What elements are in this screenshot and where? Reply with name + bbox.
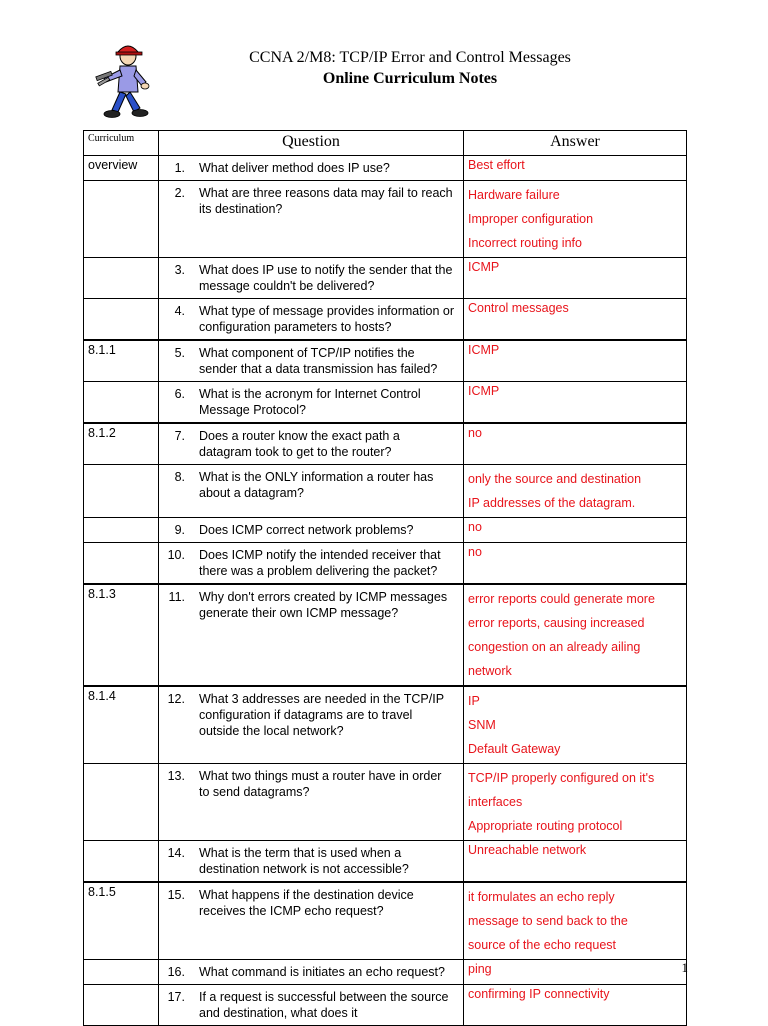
question-cell [159, 465, 464, 518]
answer-cell [464, 465, 687, 518]
table-row [84, 258, 687, 299]
answer-cell [464, 156, 687, 181]
header-question: Question [159, 131, 464, 156]
question-text: What is the term that is used when a destination network is not accessible? [199, 846, 409, 876]
answer-cell [464, 382, 687, 424]
question-text: What is the acronym for Internet Control Message Protocol? [199, 387, 421, 417]
answer-line: no [468, 545, 482, 559]
curriculum-cell [84, 518, 159, 543]
question-text: What deliver method does IP use? [199, 161, 390, 175]
table-row [84, 340, 687, 382]
table-body [84, 156, 687, 1026]
answer-line: ICMP [468, 384, 500, 398]
question-cell [159, 841, 464, 883]
question-text: If a request is successful between the source and destination, what does it [199, 990, 449, 1020]
answer-line: it formulates an echo reply [468, 890, 615, 904]
question-number: 10. [167, 548, 185, 562]
curriculum-cell: 8.1.3 [84, 584, 159, 686]
question-number: 8. [174, 470, 185, 484]
answer-line: Improper configuration [468, 212, 594, 226]
question-number: 7. [174, 429, 185, 443]
question-cell [159, 686, 464, 764]
curriculum-cell [84, 299, 159, 341]
table-row [84, 882, 687, 960]
question-text: What two things must a router have in order to send datagrams? [199, 769, 442, 799]
answer-cell [464, 985, 687, 1026]
question-cell [159, 985, 464, 1026]
question-text: What are three reasons data may fail to reach its destination? [199, 186, 453, 216]
question-number: 17. [167, 990, 185, 1004]
question-cell [159, 764, 464, 841]
answer-line: Best effort [468, 158, 525, 172]
notes-table [83, 130, 687, 1026]
answer-line: congestion on an already ailing [468, 640, 641, 654]
question-cell [159, 181, 464, 258]
question-text: What type of message provides information or configuration parameters to hosts? [199, 304, 454, 334]
answer-line: TCP/IP properly configured on it's [468, 771, 655, 785]
curriculum-cell [84, 985, 159, 1026]
answer-line: interfaces [468, 795, 523, 809]
question-cell [159, 258, 464, 299]
question-cell [159, 584, 464, 686]
answer-cell [464, 960, 687, 985]
answer-line: no [468, 520, 482, 534]
curriculum-cell [84, 258, 159, 299]
question-cell [159, 299, 464, 341]
table-row [84, 423, 687, 465]
curriculum-cell: 8.1.2 [84, 423, 159, 465]
answer-cell [464, 584, 687, 686]
question-text: Does ICMP correct network problems? [199, 523, 414, 537]
answer-cell [464, 686, 687, 764]
answer-line: SNM [468, 718, 496, 732]
answer-line: Control messages [468, 301, 569, 315]
question-text: Does ICMP notify the intended receiver that there was a problem delivering the packet? [199, 548, 441, 578]
question-cell [159, 156, 464, 181]
question-number: 5. [174, 346, 185, 360]
question-cell [159, 882, 464, 960]
curriculum-cell: 8.1.1 [84, 340, 159, 382]
answer-line: Incorrect routing info [468, 236, 582, 250]
curriculum-cell [84, 181, 159, 258]
table-row [84, 764, 687, 841]
question-number: 16. [167, 965, 185, 979]
question-text: What happens if the destination device receives the ICMP echo request? [199, 888, 414, 918]
question-number: 2. [174, 186, 185, 200]
document-title [160, 48, 660, 90]
curriculum-cell [84, 841, 159, 883]
page-number: 1 [681, 960, 688, 975]
curriculum-cell [84, 382, 159, 424]
answer-cell [464, 258, 687, 299]
answer-cell [464, 764, 687, 841]
answer-line: only the source and destination [468, 472, 642, 486]
question-cell [159, 340, 464, 382]
answer-cell [464, 299, 687, 341]
answer-line: ICMP [468, 343, 500, 357]
answer-cell [464, 181, 687, 258]
question-cell [159, 960, 464, 985]
table-row [84, 181, 687, 258]
table-header-row [84, 131, 687, 156]
table-row [84, 382, 687, 424]
question-number: 12. [167, 692, 185, 706]
question-number: 13. [167, 769, 185, 783]
answer-line: source of the echo request [468, 938, 617, 952]
answer-line: Unreachable network [468, 843, 587, 857]
header-curriculum: Curriculum [84, 131, 159, 156]
answer-line: Hardware failure [468, 188, 560, 202]
question-text: What command is initiates an echo request? [199, 965, 445, 979]
question-number: 6. [174, 387, 185, 401]
question-cell [159, 382, 464, 424]
answer-line: Appropriate routing protocol [468, 819, 623, 833]
answer-cell [464, 340, 687, 382]
question-number: 4. [174, 304, 185, 318]
answer-cell [464, 882, 687, 960]
curriculum-cell: overview [84, 156, 159, 181]
table-row [84, 841, 687, 883]
question-number: 11. [168, 590, 185, 604]
question-number: 14. [167, 846, 185, 860]
answer-cell [464, 423, 687, 465]
answer-line: Default Gateway [468, 742, 561, 756]
question-number: 9. [174, 523, 185, 537]
answer-line: no [468, 426, 482, 440]
curriculum-cell: 8.1.4 [84, 686, 159, 764]
question-cell [159, 423, 464, 465]
curriculum-cell: 8.1.5 [84, 882, 159, 960]
answer-line: message to send back to the [468, 914, 628, 928]
curriculum-cell [84, 465, 159, 518]
answer-cell [464, 841, 687, 883]
answer-cell [464, 543, 687, 585]
worker-carrying-tools-icon [94, 42, 158, 124]
question-text: What component of TCP/IP notifies the sender that a data transmission has failed? [199, 346, 438, 376]
title-line-1: CCNA 2/M8: TCP/IP Error and Control Messages [249, 49, 571, 66]
question-number: 15. [167, 888, 185, 902]
question-number: 1. [174, 161, 185, 175]
table-row [84, 299, 687, 341]
table-row [84, 686, 687, 764]
answer-line: network [468, 664, 512, 678]
table-row [84, 960, 687, 985]
answer-line: IP addresses of the datagram. [468, 496, 636, 510]
table-row [84, 584, 687, 686]
answer-cell [464, 518, 687, 543]
header-answer: Answer [464, 131, 687, 156]
table-row [84, 518, 687, 543]
answer-line: confirming IP connectivity [468, 987, 610, 1001]
answer-line: error reports could generate more [468, 592, 655, 606]
curriculum-cell [84, 764, 159, 841]
title-line-2: Online Curriculum Notes [322, 70, 498, 87]
table-row [84, 465, 687, 518]
question-number: 3. [174, 263, 185, 277]
answer-line: IP [468, 694, 480, 708]
answer-line: error reports, causing increased [468, 616, 645, 630]
table-row [84, 156, 687, 181]
question-cell [159, 543, 464, 585]
question-cell [159, 518, 464, 543]
curriculum-cell [84, 543, 159, 585]
question-text: Does a router know the exact path a datagram took to get to the router? [199, 429, 400, 459]
table-row [84, 543, 687, 585]
question-text: What 3 addresses are needed in the TCP/IP configuration if datagrams are to travel outside the local network? [199, 692, 444, 738]
question-text: What does IP use to notify the sender that the message couldn't be delivered? [199, 263, 453, 293]
question-text: What is the ONLY information a router has about a datagram? [199, 470, 434, 500]
curriculum-cell [84, 960, 159, 985]
question-text: Why don't errors created by ICMP messages generate their own ICMP message? [199, 590, 448, 620]
answer-line: ping [468, 962, 492, 976]
table-row [84, 985, 687, 1026]
answer-line: ICMP [468, 260, 500, 274]
